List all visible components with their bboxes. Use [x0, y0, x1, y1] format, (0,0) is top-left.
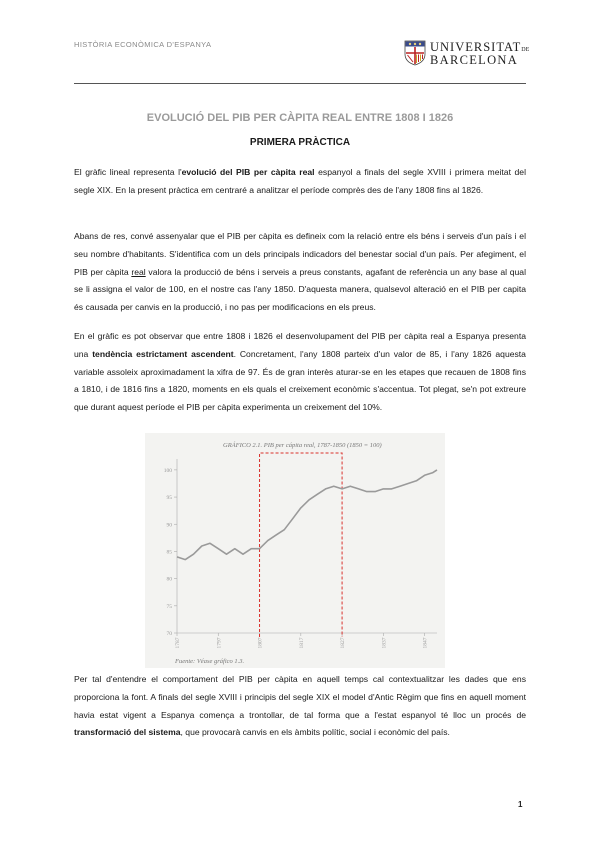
chart-title: GRÁFICO 2.1. PIB per cápita real, 1787-1850 (1850 = 100) — [223, 442, 382, 449]
x-tick-label: 1817 — [298, 637, 305, 649]
x-tick-label: 1847 — [422, 637, 429, 649]
y-tick-label: 100 — [163, 467, 172, 474]
series-line — [177, 470, 437, 560]
x-tick-label: 1837 — [381, 637, 388, 649]
x-tick-label: 1787 — [175, 637, 181, 649]
x-tick-label: 1797 — [216, 637, 223, 649]
page-number: 1 — [518, 800, 523, 809]
university-name-line2: BARCELONA — [430, 53, 519, 67]
paragraph-4: Per tal d'entendre el comportament del PIB per càpita en aquell temps cal contextualitzar les dades que ens proporciona la font. A finals del segle XVIII i principis del segle XIX el model d'Antic Règim que fins en aquell moment havia estat vigent a Espanya comença a trontollar, de tal forma que a l'estat espanyol té lloc un procés de transformació del sistema, que provocarà canvis en els àmbits polític, social i econòmic del país. — [74, 674, 526, 738]
y-tick-label: 75 — [166, 603, 172, 610]
y-tick-label: 70 — [166, 631, 172, 637]
gdp-chart-svg — [145, 433, 445, 668]
paragraph-3: En el gràfic es pot observar que entre 1808 i 1826 el desenvolupament del PIB per càpita real a Espanya presenta una tendència estrictament ascendent. Concretament, l'any 1808 parteix d'un valor de 85, i l'any 1826 aquesta variable assoleix aproximadament la xifra de 97. És de gran interès aturar-se en les etapes que recauen de 1808 fins a 1810, i de 1816 fins a 1820, moments en els quals el creixement econòmic s'accentua. Tot plegat, se'n pot extreure que durant aquest període el PIB per càpita experimenta un creixement del 10%. — [74, 331, 526, 413]
course-header: HISTÒRIA ECONÒMICA D'ESPANYA — [74, 40, 212, 49]
paragraph-1: El gràfic lineal representa l'evolució del PIB per càpita real espanyol a finals del segle XVIII i primera meitat del segle XIX. En la present pràctica em centraré a analitzar el període comprès des de l'any 1808 fins al 1826. — [74, 167, 526, 195]
header-divider — [74, 83, 526, 84]
y-tick-label: 95 — [166, 495, 172, 502]
x-tick-label: 1807 — [257, 637, 264, 649]
highlight-range-box — [260, 453, 343, 637]
chart-source: Fuente: Véase gráfico 1.3. — [175, 658, 245, 665]
university-name-line1: UNIVERSITATDE — [430, 40, 530, 54]
document-title: EVOLUCIÓ DEL PIB PER CÀPITA REAL ENTRE 1808 I 1826 — [146, 112, 454, 124]
shield-icon — [404, 38, 426, 66]
paragraph-2: Abans de res, convé assenyalar que el PIB per càpita es defineix com la relació entre els béns i serveis d'un país i el seu nombre d'habitants. S'identifica com un dels principals indicadors del benestar social d'un país. Per afegiment, el PIB per càpita real valora la producció de béns i serveis a preus constants, agafant de referència un any base al qual se li assigna el valor de 100, en el nostre cas l'any 1850. D'aquesta manera, qualsevol alteració en el PIB per capita és causada per canvis en la producció, i no pas per modificacions en els preus. — [74, 231, 526, 313]
gdp-chart — [145, 433, 445, 668]
document-subtitle: PRIMERA PRÀCTICA — [249, 137, 351, 148]
x-tick-label: 1827 — [340, 637, 347, 649]
y-tick-label: 85 — [166, 549, 172, 556]
y-tick-label: 80 — [166, 576, 172, 583]
y-tick-label: 90 — [166, 522, 172, 529]
university-logo — [404, 38, 534, 68]
